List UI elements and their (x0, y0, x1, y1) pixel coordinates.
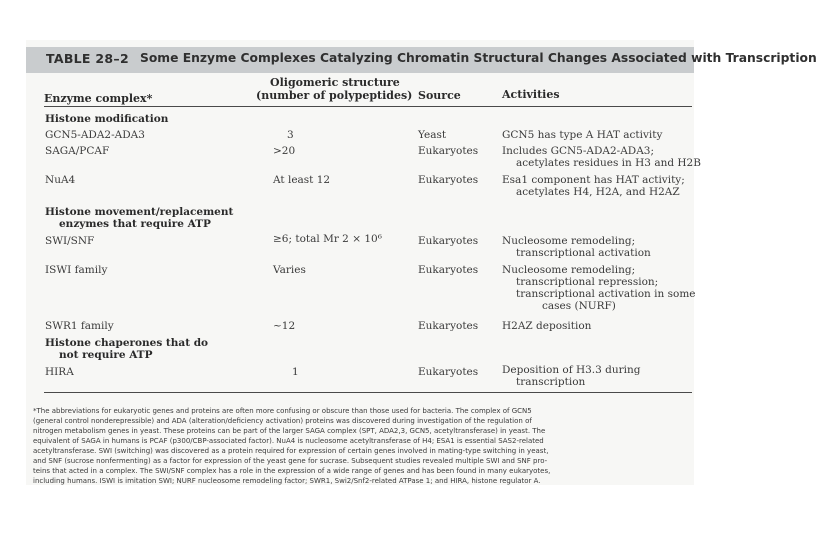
section-line: not require ATP (59, 349, 153, 361)
section-line: Histone chaperones that do (45, 337, 209, 349)
activity-line: transcriptional repression; (516, 276, 659, 288)
footnote-line: *The abbreviations for eukaryotic genes and proteins are often more confusing or obscure than those used for bacteria. The complex of GCN5 (33, 407, 532, 415)
row-enzyme: SWI/SNF (45, 235, 95, 247)
row-structure: >20 (273, 145, 296, 157)
activity-line: Esa1 component has HAT activity; (502, 174, 685, 186)
section-line: enzymes that require ATP (59, 218, 211, 230)
section-histone-chaperones (45, 337, 208, 361)
activity-line: transcription (516, 376, 586, 388)
footnote-line: nitrogen metabolism genes in yeast. These proteins can be part of the larger SAGA complex (SPT, ADA2,3, GCN5, acetyltransferase) in yeast. The (33, 427, 546, 435)
row-enzyme: SAGA/PCAF (45, 145, 110, 157)
row-source: Eukaryotes (418, 264, 479, 276)
activity-line: acetylates residues in H3 and H2B (516, 157, 701, 169)
row-activities (502, 129, 662, 141)
row-enzyme: ISWI family (45, 264, 108, 276)
activity-line: acetylates H4, H2A, and H2AZ (516, 186, 680, 198)
footnote-line: acetyltransferase. SWI (switching) was discovered as a protein required for expression of certain genes involved in mating-type switching in yeast, (33, 447, 549, 455)
activity-line: Includes GCN5-ADA2-ADA3; (502, 145, 655, 157)
activity-line: transcriptional activation in some (516, 288, 696, 300)
col-header-structure-line2: (number of polypeptides) (256, 89, 413, 102)
row-enzyme: SWR1 family (45, 320, 114, 332)
row-activities (502, 174, 685, 198)
col-header-activities: Activities (502, 88, 560, 101)
section-histone-modification: Histone modification (45, 113, 169, 125)
row-source: Eukaryotes (418, 366, 479, 378)
footer-rule (44, 392, 692, 393)
row-structure: 3 (287, 129, 294, 141)
row-activities (502, 364, 641, 388)
col-header-structure-line1: Oligomeric structure (270, 76, 400, 89)
row-structure: ~12 (273, 320, 296, 332)
header-rule (44, 106, 692, 107)
col-header-enzyme: Enzyme complex* (44, 92, 153, 105)
row-source: Eukaryotes (418, 235, 479, 247)
activity-line: H2AZ deposition (502, 320, 592, 332)
row-activities (502, 145, 701, 169)
row-source: Eukaryotes (418, 174, 479, 186)
row-activities (502, 320, 591, 332)
activity-line: Nucleosome remodeling; (502, 264, 636, 276)
section-line: Histone movement/replacement (45, 206, 234, 218)
footnote (33, 406, 633, 486)
row-enzyme: HIRA (45, 366, 74, 378)
activity-line: Deposition of H3.3 during (502, 364, 641, 376)
row-activities (502, 235, 651, 259)
table-label: TABLE 28–2 (46, 51, 129, 66)
row-source: Eukaryotes (418, 145, 479, 157)
footnote-line: and SNF (sucrose nonfermenting) as a factor for expression of the yeast gene for sucrase. Subsequent studies revealed multiple SWI and SNF pro- (33, 457, 548, 465)
row-structure: At least 12 (273, 174, 331, 186)
row-structure: Varies (273, 264, 306, 276)
row-source: Eukaryotes (418, 320, 479, 332)
activity-line: cases (NURF) (542, 300, 616, 312)
footnote-line: (general control nonderepressible) and ADA (alteration/deficiency activation) proteins was discovered during investigation of the regulation of (33, 417, 532, 425)
footnote-line: including humans. ISWI is imitation SWI; NURF nucleosome remodeling factor; SWR1, Swi2/Snf2-related ATPase 1; and HIRA, histone regulator A. (33, 477, 541, 485)
footnote-line: equivalent of SAGA in humans is PCAF (p300/CBP-associated factor). NuA4 is nucleosome acetyltransferase of H4; ESA1 is essential SAS2-related (33, 437, 544, 445)
table-title: Some Enzyme Complexes Catalyzing Chromatin Structural Changes Associated with Transcription (140, 51, 817, 65)
col-header-source: Source (418, 89, 461, 102)
row-structure: 1 (292, 366, 299, 378)
activity-line: Nucleosome remodeling; (502, 235, 636, 247)
row-source: Yeast (418, 129, 447, 141)
row-structure: ≥6; total Mr 2 × 10⁶ (273, 233, 382, 245)
row-enzyme: GCN5-ADA2-ADA3 (45, 129, 145, 141)
activity-line: GCN5 has type A HAT activity (502, 129, 663, 141)
row-activities (502, 264, 696, 312)
section-histone-movement (45, 206, 233, 230)
activity-line: transcriptional activation (516, 247, 651, 259)
footnote-line: teins that acted in a complex. The SWI/SNF complex has a role in the expression of a wide range of genes and has been found in many eukaryotes, (33, 467, 551, 475)
row-enzyme: NuA4 (45, 174, 76, 186)
